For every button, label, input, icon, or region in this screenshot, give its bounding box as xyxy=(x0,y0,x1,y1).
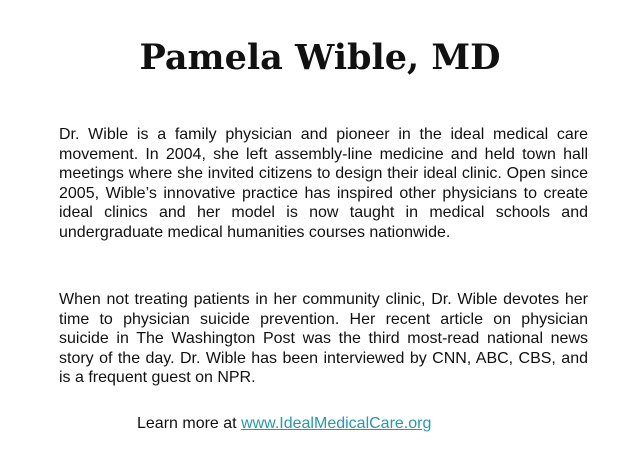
bio-paragraph-1: Dr. Wible is a family physician and pioneer in the ideal medical care movement. In 2004, she left assembly-line medicine and held town hall meetings where she invited citizens to design their ideal clinic. Open since 2005, Wible’s innovative practice has inspired other physicians to create ideal clinics and her model is now taught in medical schools and undergraduate medical humanities courses nationwide. xyxy=(59,126,588,241)
bio-paragraph-2: When not treating patients in her community clinic, Dr. Wible devotes her time to physician suicide prevention. Her recent article on physician suicide in The Washington Post was the third most-read national news story of the day. Dr. Wible has been interviewed by CNN, ABC, CBS, and is a frequent guest on NPR. xyxy=(59,291,588,387)
learn-more-prefix: Learn more at xyxy=(137,415,242,432)
learn-more-line xyxy=(137,414,431,434)
website-link[interactable]: www.IdealMedicalCare.org xyxy=(241,415,432,432)
page-title: Pamela Wible, MD xyxy=(139,37,501,78)
